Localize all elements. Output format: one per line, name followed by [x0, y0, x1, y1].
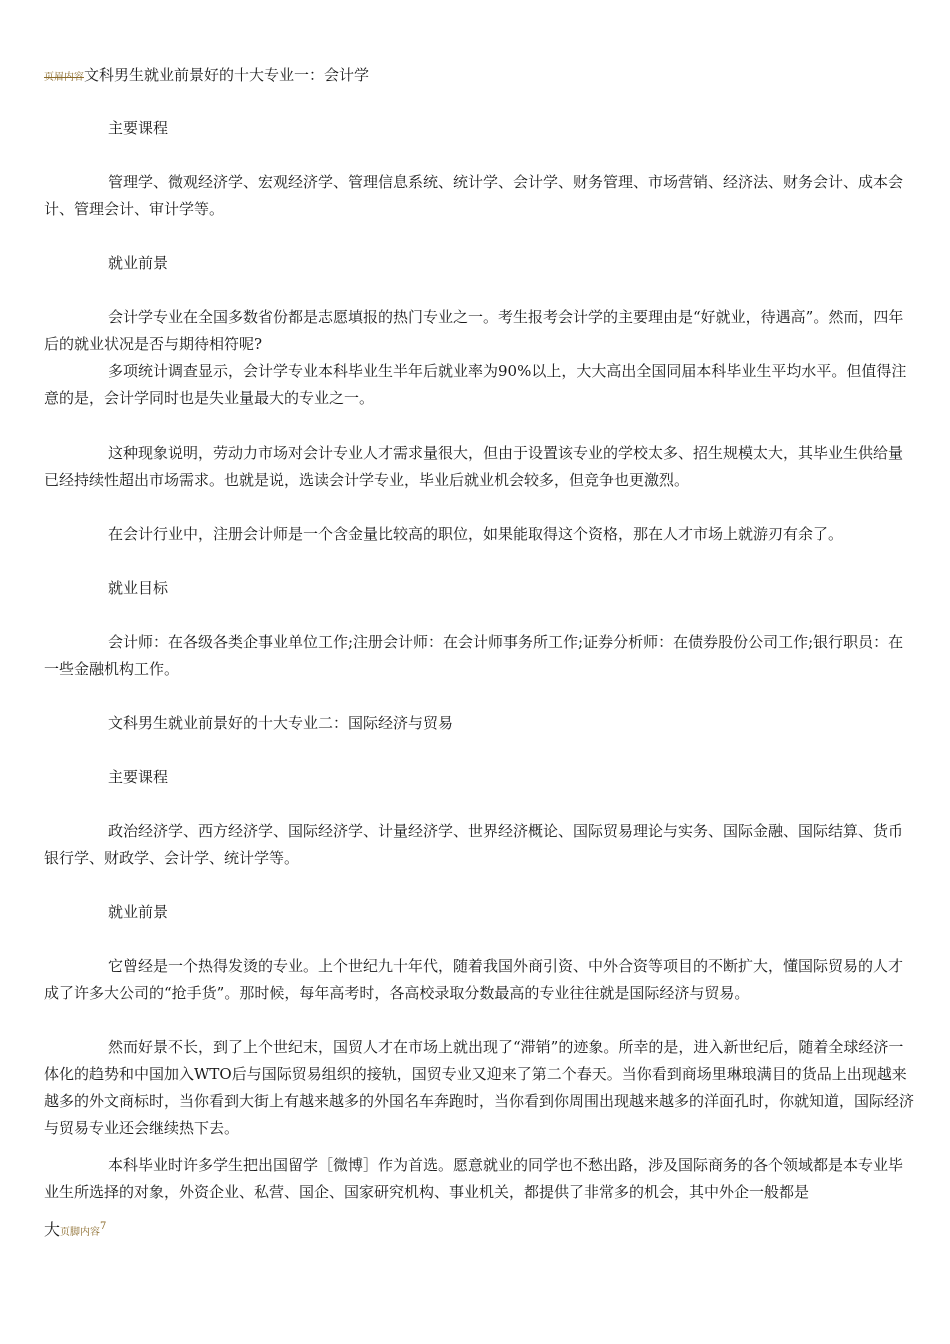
footer-lead-char: 大 — [44, 1220, 61, 1239]
section-title-2: 文科男生就业前景好的十大专业二：国际经济与贸易 — [108, 714, 454, 732]
heading-prospects-2: 就业前景 — [108, 903, 169, 921]
footer-line — [44, 1213, 914, 1246]
heading-main-courses-2: 主要课程 — [108, 768, 169, 786]
header-line — [44, 62, 914, 91]
paragraph-trade-1: 它曾经是一个热得发烫的专业。上个世纪九十年代，随着我国外商引资、中外合资等项目的不断扩大，懂国际贸易的人才成了许多大公司的“抢手货”。那时候，每年高考时，各高校录取分数最高的专业往往就是国际经济与贸易。 — [44, 957, 904, 1002]
paragraph-prospects-3: 这种现象说明，劳动力市场对会计专业人才需求量很大，但由于设置该专业的学校太多、招生规模太大，其毕业生供给量已经持续性超出市场需求。也就是说，选读会计学专业，毕业后就业机会较多，但竞争也更激烈。 — [44, 444, 904, 489]
paragraph-trade-3: 本科毕业时许多学生把出国留学［微博］作为首选。愿意就业的同学也不愁出路，涉及国际商务的各个领域都是本专业毕业生所选择的对象，外资企业、私营、国企、国家研究机构、事业机关，都提供了非常多的机会，其中外企一般都是 — [44, 1156, 904, 1201]
paragraph-goals: 会计师：在各级各类企事业单位工作;注册会计师：在会计师事务所工作;证券分析师：在债券股份公司工作;银行职员：在一些金融机构工作。 — [44, 633, 904, 678]
paragraph-courses: 管理学、微观经济学、宏观经济学、管理信息系统、统计学、会计学、财务管理、市场营销、经济法、财务会计、成本会计、管理会计、审计学等。 — [44, 173, 904, 218]
section-title-1: 文科男生就业前景好的十大专业一：会计学 — [84, 66, 370, 84]
heading-main-courses: 主要课程 — [108, 119, 169, 137]
page-number: 7 — [100, 1221, 107, 1232]
header-tag: 页眉内容 — [44, 72, 84, 83]
paragraph-prospects-4: 在会计行业中，注册会计师是一个含金量比较高的职位，如果能取得这个资格，那在人才市场上就游刃有余了。 — [108, 525, 844, 543]
paragraph-prospects-1: 会计学专业在全国多数省份都是志愿填报的热门专业之一。考生报考会计学的主要理由是“好就业，待遇高”。然而，四年后的就业状况是否与期待相符呢? — [44, 308, 904, 353]
paragraph-courses-2: 政治经济学、西方经济学、国际经济学、计量经济学、世界经济概论、国际贸易理论与实务、国际金融、国际结算、货币银行学、财政学、会计学、统计学等。 — [44, 822, 904, 867]
heading-goals: 就业目标 — [108, 579, 169, 597]
paragraph-prospects-2: 多项统计调查显示，会计学专业本科毕业生半年后就业率为90%以上，大大高出全国同届本科毕业生平均水平。但值得注意的是，会计学同时也是失业量最大的专业之一。 — [44, 362, 907, 407]
footer-tag: 页脚内容 — [60, 1227, 101, 1238]
paragraph-trade-2: 然而好景不长，到了上个世纪末，国贸人才在市场上就出现了“滞销”的迹象。所幸的是，进入新世纪后，随着全球经济一体化的趋势和中国加入WTO后与国际贸易组织的接轨，国贸专业又迎来了第二个春天。当你看到商场里琳琅满目的货品上出现越来越多的外文商标时，当你看到大街上有越来越多的外国名车奔跑时，当你看到你周围出现越来越多的洋面孔时，你就知道，国际经济与贸易专业还会继续热下去。 — [44, 1038, 915, 1137]
heading-prospects: 就业前景 — [108, 254, 169, 272]
